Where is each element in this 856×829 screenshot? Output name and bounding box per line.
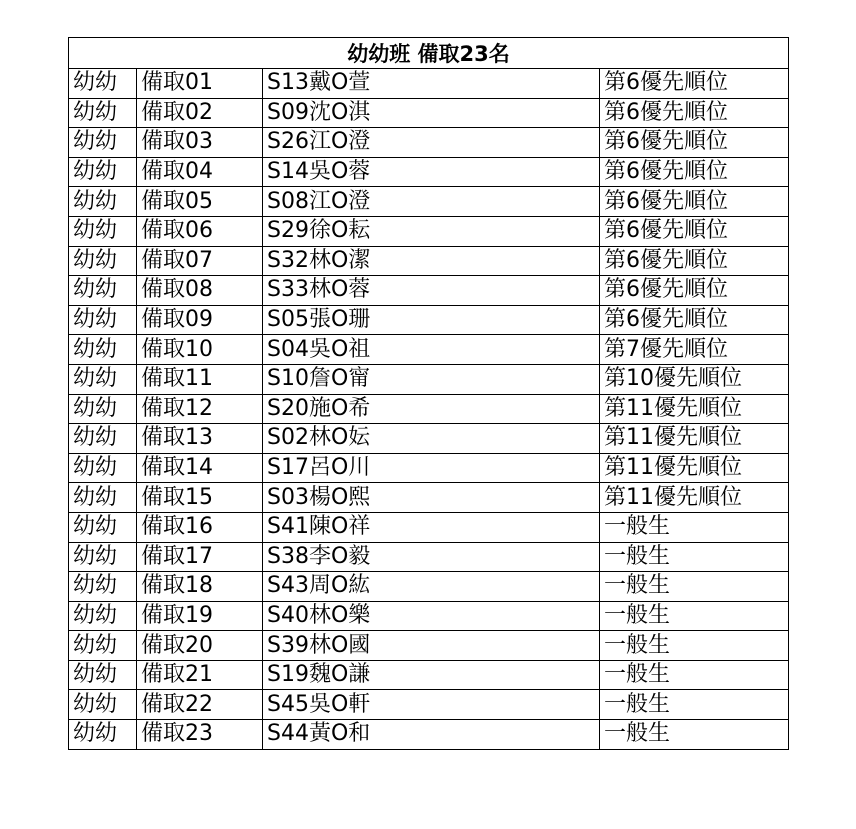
priority-cell: 第11優先順位: [600, 424, 789, 454]
waitlist-number-cell: 備取11: [137, 364, 263, 394]
waitlist-number-cell: 備取08: [137, 276, 263, 306]
priority-cell: 第7優先順位: [600, 335, 789, 365]
student-cell: S40林O樂: [263, 601, 600, 631]
class-cell: 幼幼: [69, 720, 137, 750]
class-cell: 幼幼: [69, 157, 137, 187]
table-row: [69, 187, 789, 217]
class-cell: 幼幼: [69, 246, 137, 276]
waitlist-number-cell: 備取21: [137, 660, 263, 690]
table-row: [69, 601, 789, 631]
class-cell: 幼幼: [69, 128, 137, 158]
student-cell: S29徐O耘: [263, 216, 600, 246]
waitlist-number-cell: 備取07: [137, 246, 263, 276]
student-cell: S44黃O和: [263, 720, 600, 750]
class-cell: 幼幼: [69, 69, 137, 99]
table-row: [69, 660, 789, 690]
class-cell: 幼幼: [69, 572, 137, 602]
table-row: [69, 631, 789, 661]
priority-cell: 一般生: [600, 631, 789, 661]
student-cell: S39林O國: [263, 631, 600, 661]
waitlist-number-cell: 備取16: [137, 512, 263, 542]
class-cell: 幼幼: [69, 631, 137, 661]
waitlist-number-cell: 備取03: [137, 128, 263, 158]
priority-cell: 一般生: [600, 512, 789, 542]
waitlist-table: [68, 37, 789, 750]
student-cell: S32林O潔: [263, 246, 600, 276]
student-cell: S02林O妘: [263, 424, 600, 454]
class-cell: 幼幼: [69, 512, 137, 542]
waitlist-number-cell: 備取17: [137, 542, 263, 572]
priority-cell: 一般生: [600, 542, 789, 572]
priority-cell: 一般生: [600, 690, 789, 720]
waitlist-number-cell: 備取14: [137, 453, 263, 483]
table-row: [69, 542, 789, 572]
priority-cell: 第6優先順位: [600, 216, 789, 246]
class-cell: 幼幼: [69, 424, 137, 454]
priority-cell: 第6優先順位: [600, 157, 789, 187]
waitlist-number-cell: 備取15: [137, 483, 263, 513]
priority-cell: 第6優先順位: [600, 98, 789, 128]
class-cell: 幼幼: [69, 660, 137, 690]
class-cell: 幼幼: [69, 305, 137, 335]
student-cell: S13戴O萱: [263, 69, 600, 99]
student-cell: S45吳O軒: [263, 690, 600, 720]
priority-cell: 第6優先順位: [600, 128, 789, 158]
table-row: [69, 424, 789, 454]
table-row: [69, 98, 789, 128]
table-row: [69, 305, 789, 335]
table-row: [69, 690, 789, 720]
waitlist-number-cell: 備取19: [137, 601, 263, 631]
table-row: [69, 246, 789, 276]
waitlist-number-cell: 備取01: [137, 69, 263, 99]
class-cell: 幼幼: [69, 216, 137, 246]
table-row: [69, 394, 789, 424]
table-row: [69, 364, 789, 394]
priority-cell: 一般生: [600, 572, 789, 602]
priority-cell: 第11優先順位: [600, 394, 789, 424]
table-row: [69, 335, 789, 365]
class-cell: 幼幼: [69, 453, 137, 483]
waitlist-number-cell: 備取20: [137, 631, 263, 661]
class-cell: 幼幼: [69, 690, 137, 720]
priority-cell: 第6優先順位: [600, 187, 789, 217]
priority-cell: 一般生: [600, 660, 789, 690]
student-cell: S03楊O熙: [263, 483, 600, 513]
waitlist-number-cell: 備取09: [137, 305, 263, 335]
table-row: [69, 128, 789, 158]
student-cell: S04吳O祖: [263, 335, 600, 365]
priority-cell: 第6優先順位: [600, 305, 789, 335]
class-cell: 幼幼: [69, 483, 137, 513]
priority-cell: 一般生: [600, 720, 789, 750]
priority-cell: 第6優先順位: [600, 69, 789, 99]
waitlist-number-cell: 備取04: [137, 157, 263, 187]
student-cell: S33林O蓉: [263, 276, 600, 306]
priority-cell: 第11優先順位: [600, 483, 789, 513]
priority-cell: 第6優先順位: [600, 276, 789, 306]
priority-cell: 第11優先順位: [600, 453, 789, 483]
class-cell: 幼幼: [69, 542, 137, 572]
waitlist-number-cell: 備取23: [137, 720, 263, 750]
student-cell: S38李O毅: [263, 542, 600, 572]
waitlist-number-cell: 備取12: [137, 394, 263, 424]
student-cell: S08江O澄: [263, 187, 600, 217]
table-row: [69, 720, 789, 750]
priority-cell: 第10優先順位: [600, 364, 789, 394]
student-cell: S14吳O蓉: [263, 157, 600, 187]
class-cell: 幼幼: [69, 335, 137, 365]
student-cell: S43周O紘: [263, 572, 600, 602]
student-cell: S09沈O淇: [263, 98, 600, 128]
table-title: 幼幼班 備取23名: [69, 38, 789, 69]
table-row: [69, 216, 789, 246]
table-row: [69, 69, 789, 99]
waitlist-number-cell: 備取18: [137, 572, 263, 602]
class-cell: 幼幼: [69, 187, 137, 217]
waitlist-number-cell: 備取02: [137, 98, 263, 128]
table-title-row: [69, 38, 789, 69]
class-cell: 幼幼: [69, 364, 137, 394]
student-cell: S20施O希: [263, 394, 600, 424]
priority-cell: 一般生: [600, 601, 789, 631]
table-row: [69, 276, 789, 306]
student-cell: S26江O澄: [263, 128, 600, 158]
waitlist-number-cell: 備取22: [137, 690, 263, 720]
student-cell: S05張O珊: [263, 305, 600, 335]
waitlist-number-cell: 備取06: [137, 216, 263, 246]
waitlist-number-cell: 備取13: [137, 424, 263, 454]
class-cell: 幼幼: [69, 98, 137, 128]
table-row: [69, 483, 789, 513]
table-row: [69, 512, 789, 542]
waitlist-number-cell: 備取10: [137, 335, 263, 365]
class-cell: 幼幼: [69, 394, 137, 424]
table-row: [69, 453, 789, 483]
student-cell: S19魏O謙: [263, 660, 600, 690]
table-row: [69, 157, 789, 187]
table-body: [69, 69, 789, 750]
table-row: [69, 572, 789, 602]
student-cell: S10詹O甯: [263, 364, 600, 394]
waitlist-number-cell: 備取05: [137, 187, 263, 217]
student-cell: S41陳O祥: [263, 512, 600, 542]
class-cell: 幼幼: [69, 601, 137, 631]
class-cell: 幼幼: [69, 276, 137, 306]
student-cell: S17呂O川: [263, 453, 600, 483]
priority-cell: 第6優先順位: [600, 246, 789, 276]
